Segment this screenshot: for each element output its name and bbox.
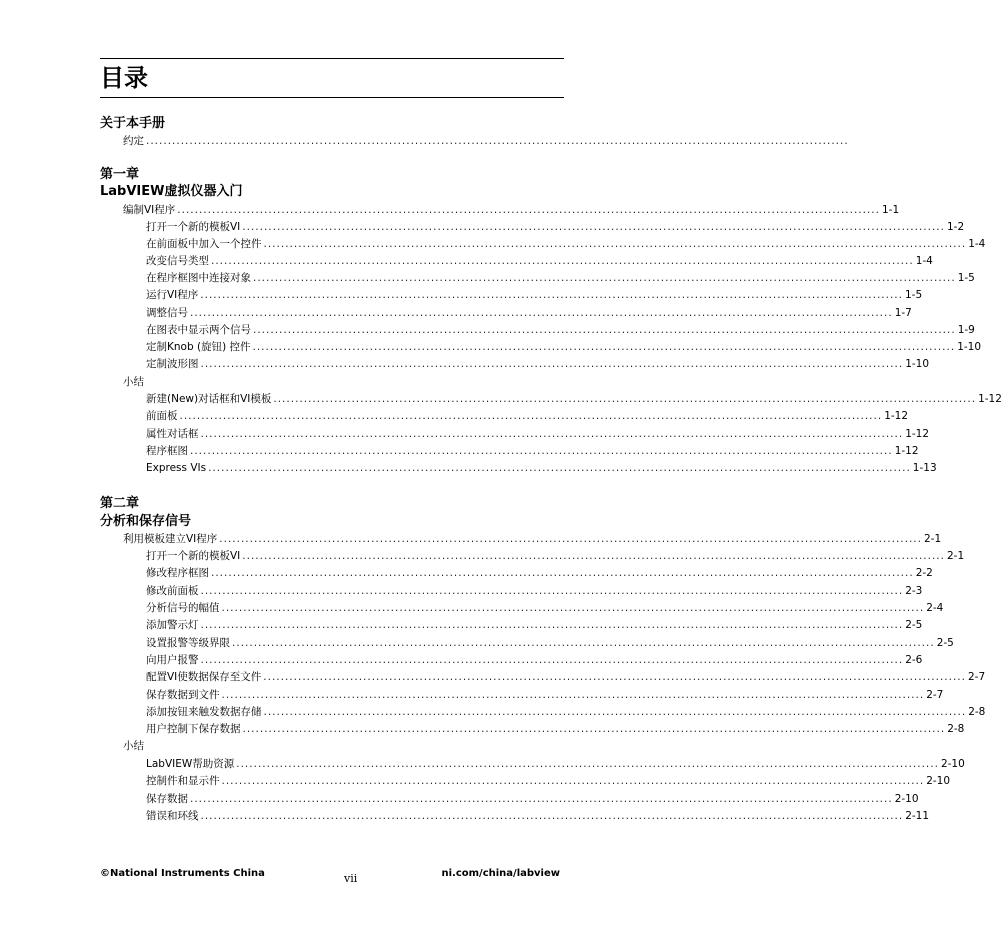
toc-leader: .................................................................................................................................................................. — [273, 393, 977, 405]
toc-entry[interactable] — [146, 269, 975, 285]
toc-entry-label: 改变信号类型 — [146, 255, 209, 267]
toc-entry-label: 约定 — [123, 135, 144, 147]
toc-leader: .................................................................................................................................................................. — [200, 619, 904, 631]
toc-entry-label: 属性对话框 — [146, 428, 199, 440]
toc-leader: .................................................................................................................................................................. — [177, 204, 880, 216]
toc-entry[interactable] — [146, 547, 965, 563]
toc-leader: .................................................................................................................................................................. — [190, 793, 893, 805]
toc-leader: .................................................................................................................................................................. — [221, 602, 925, 614]
footer-copyright: ©National Instruments China — [100, 868, 265, 879]
toc-leader: .................................................................................................................................................................. — [190, 307, 893, 319]
toc-entry[interactable] — [146, 599, 944, 615]
toc-entry[interactable] — [146, 218, 965, 234]
toc-entry[interactable] — [146, 582, 923, 598]
toc-entry[interactable] — [146, 407, 909, 423]
toc-leader: .................................................................................................................................................................. — [242, 723, 946, 735]
toc-entry-page: 1-9 — [957, 324, 975, 336]
chapter2-title: 分析和保存信号 — [100, 514, 192, 529]
toc-leader: .................................................................................................................................................................. — [200, 428, 904, 440]
toc-entry[interactable] — [146, 616, 923, 632]
toc-entry-label: 程序框图 — [146, 445, 188, 457]
toc-entry-label: 打开一个新的模板VI — [146, 550, 241, 562]
toc-entry-label: 定制波形图 — [146, 358, 199, 370]
toc-entry[interactable] — [146, 651, 923, 667]
toc-entry-page: 2-10 — [926, 775, 951, 787]
toc-entry[interactable] — [146, 564, 933, 580]
toc-leader: .................................................................................................................................................................. — [221, 689, 925, 701]
toc-entry-page: 2-8 — [947, 723, 965, 735]
toc-entry-label: 错误和环线 — [146, 810, 199, 822]
toc-leader: .................................................................................................................................................................. — [200, 810, 904, 822]
toc-entry[interactable] — [146, 703, 986, 719]
toc-entry-label: 在图表中显示两个信号 — [146, 324, 251, 336]
toc-entry-label: 在前面板中加入一个控件 — [146, 238, 262, 250]
toc-leader: .................................................................................................................................................................. — [263, 238, 967, 250]
toc-entry-page: 2-4 — [926, 602, 944, 614]
toc-entry-label: 向用户报警 — [146, 654, 199, 666]
toc-leader: .................................................................................................................................................................. — [253, 272, 956, 284]
toc-entry-label: 保存数据 — [146, 793, 188, 805]
toc-entry-label: 打开一个新的模板VI — [146, 221, 241, 233]
toc-entry-label: 前面板 — [146, 410, 178, 422]
toc-entry-label: 设置报警等级界限 — [146, 637, 230, 649]
toc-entry[interactable] — [146, 252, 933, 268]
toc-entry[interactable] — [146, 807, 930, 823]
toc-leader: .................................................................................................................................................................. — [232, 637, 935, 649]
toc-entry[interactable] — [146, 425, 930, 441]
toc-entry-label: 保存数据到文件 — [146, 689, 220, 701]
toc-section-label: 编制VI程序 — [123, 204, 176, 216]
toc-entry-label: Express VIs — [146, 462, 207, 474]
toc-entry-label: 定制Knob (旋钮) 控件 — [146, 341, 251, 353]
toc-leader: .................................................................................................................................................................. — [219, 533, 922, 545]
toc-entry-label: 配置VI使数据保存至文件 — [146, 671, 262, 683]
toc-entry[interactable] — [146, 668, 986, 684]
toc-entry-page: 2-10 — [894, 793, 919, 805]
toc-section-page: 1-1 — [881, 204, 900, 216]
toc-entry-label: 调整信号 — [146, 307, 188, 319]
toc-entry-page: 1-12 — [884, 410, 909, 422]
toc-entry[interactable] — [146, 235, 986, 251]
toc-entry-page: 2-6 — [905, 654, 923, 666]
toc-entry[interactable] — [146, 304, 912, 320]
toc-entry-page: 2-5 — [905, 619, 923, 631]
toc-leader: .................................................................................................................................................................. — [190, 445, 893, 457]
toc-entry-page: 2-8 — [968, 706, 986, 718]
toc-entry[interactable] — [146, 634, 954, 650]
toc-section-label: 利用模板建立VI程序 — [123, 533, 218, 545]
toc-entry[interactable] — [146, 442, 919, 458]
toc-entry[interactable] — [146, 459, 937, 475]
toc-entry-page: 1-13 — [912, 462, 937, 474]
toc-leader: .................................................................................................................................................................. — [179, 410, 883, 422]
toc-entry-page: 2-2 — [915, 567, 933, 579]
toc-entry-label: 在程序框图中连接对象 — [146, 272, 251, 284]
toc-leader: .................................................................................................................................................................. — [200, 654, 904, 666]
toc-section[interactable] — [123, 530, 942, 546]
toc-entry-page: 1-12 — [905, 428, 930, 440]
toc-section-page: 2-1 — [923, 533, 942, 545]
footer-url[interactable]: ni.com/china/labview — [441, 868, 560, 879]
toc-entry-page: 2-7 — [967, 671, 986, 683]
toc-entry[interactable] — [146, 755, 965, 771]
toc-entry-page: 2-5 — [936, 637, 954, 649]
toc-entry-page: 1-5 — [904, 289, 923, 301]
toc-entry-page: 1-10 — [905, 358, 930, 370]
toc-entry-page: 1-4 — [915, 255, 933, 267]
toc-leader: .................................................................................................................................................................. — [221, 775, 925, 787]
toc-leader: .................................................................................................................................................................. — [211, 255, 914, 267]
toc-entry[interactable] — [123, 132, 849, 148]
toc-entry-label: 控制件和显示件 — [146, 775, 220, 787]
toc-entry-page: 2-1 — [946, 550, 965, 562]
toc-summary-label[interactable]: 小结 — [123, 376, 144, 388]
toc-leader: .................................................................................................................................................................. — [208, 462, 911, 474]
toc-entry[interactable] — [146, 338, 982, 354]
toc-leader: .................................................................................................................................................................. — [263, 671, 966, 683]
toc-entry-page: 2-7 — [926, 689, 944, 701]
chapter2-number: 第二章 — [100, 496, 140, 511]
toc-entry-label: 分析信号的幅值 — [146, 602, 220, 614]
toc-entry-label: 新建(New)对话框和VI模板 — [146, 393, 272, 405]
toc-leader: .................................................................................................................................................................. — [263, 706, 967, 718]
chapter1-number: 第一章 — [100, 167, 140, 182]
toc-entry-page: 2-3 — [905, 585, 923, 597]
toc-leader: .................................................................................................................................................................. — [252, 341, 956, 353]
toc-entry-page: 1-4 — [968, 238, 986, 250]
toc-entry-label: LabVIEW帮助资源 — [146, 758, 235, 770]
toc-entry[interactable] — [146, 790, 919, 806]
toc-entry-page: 2-11 — [905, 810, 930, 822]
toc-entry-page: 1-12 — [894, 445, 919, 457]
page-title: 目录 — [100, 64, 148, 92]
toc-entry-label: 修改程序框图 — [146, 567, 209, 579]
toc-entry[interactable] — [146, 321, 975, 337]
toc-entry-page: 1-2 — [946, 221, 965, 233]
toc-leader: .................................................................................................................................................................. — [242, 550, 945, 562]
title-bottom-rule — [100, 97, 564, 98]
toc-entry[interactable] — [146, 686, 944, 702]
toc-leader: .................................................................................................................................................................. — [146, 135, 849, 147]
toc-entry-page: 1-5 — [957, 272, 975, 284]
toc-entry-page: 1-10 — [957, 341, 982, 353]
toc-leader: .................................................................................................................................................................. — [200, 358, 904, 370]
toc-entry-page: 2-10 — [940, 758, 965, 770]
about-heading: 关于本手册 — [100, 116, 166, 131]
toc-leader: .................................................................................................................................................................. — [253, 324, 956, 336]
toc-entry[interactable] — [146, 355, 930, 371]
toc-entry-label: 修改前面板 — [146, 585, 199, 597]
toc-entry[interactable] — [146, 390, 1002, 406]
footer-page-number: vii — [344, 872, 358, 885]
toc-section[interactable] — [123, 201, 900, 217]
toc-leader: .................................................................................................................................................................. — [242, 221, 945, 233]
toc-leader: .................................................................................................................................................................. — [236, 758, 939, 770]
toc-entry[interactable] — [146, 286, 923, 302]
toc-entry-page: 1-7 — [894, 307, 912, 319]
toc-leader: .................................................................................................................................................................. — [200, 585, 904, 597]
toc-leader: .................................................................................................................................................................. — [211, 567, 914, 579]
toc-leader: .................................................................................................................................................................. — [200, 289, 903, 301]
toc-entry[interactable] — [146, 720, 965, 736]
toc-entry-label: 运行VI程序 — [146, 289, 199, 301]
chapter1-title: LabVIEW虚拟仪器入门 — [100, 184, 243, 199]
toc-entry-label: 用户控制下保存数据 — [146, 723, 241, 735]
toc-entry-page: 1-12 — [978, 393, 1002, 405]
toc-summary-label[interactable]: 小结 — [123, 740, 144, 752]
toc-entry[interactable] — [146, 772, 951, 788]
toc-entry-label: 添加按钮来触发数据存储 — [146, 706, 262, 718]
title-top-rule — [100, 58, 564, 59]
toc-entry-label: 添加警示灯 — [146, 619, 199, 631]
